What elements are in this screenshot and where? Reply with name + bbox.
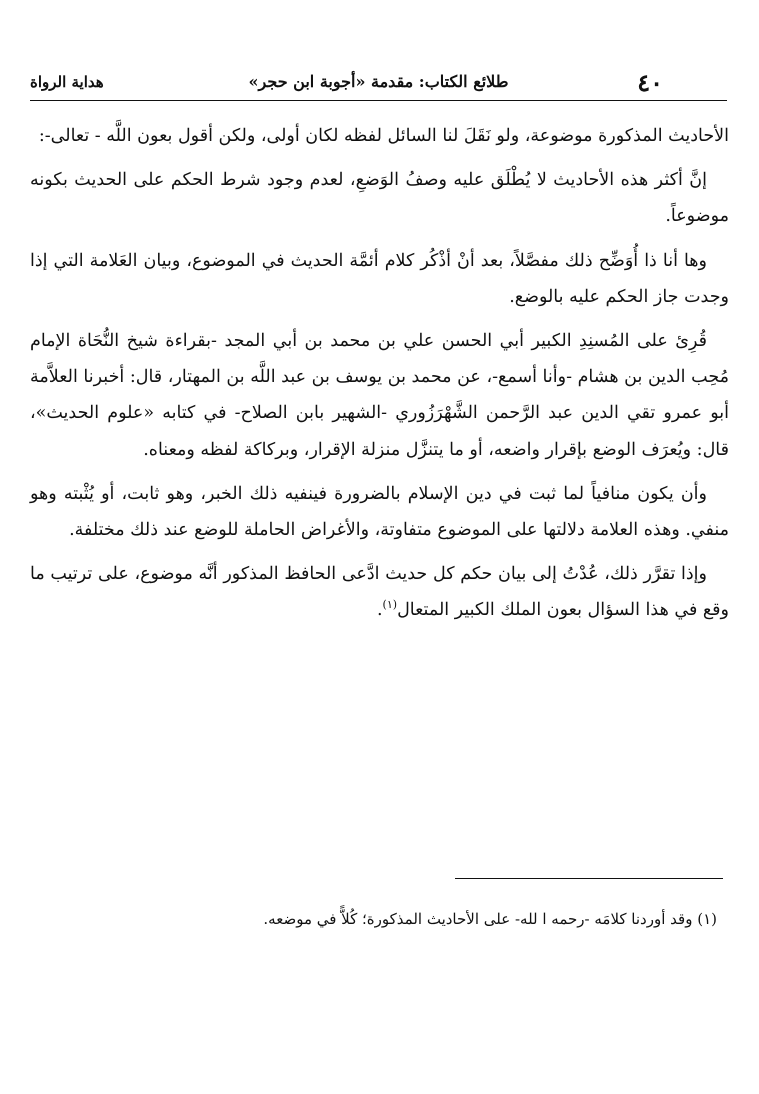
book-title: هداية الرواة [30, 73, 104, 91]
paragraph-2: إنَّ أكثر هذه الأحاديث لا يُطْلَق عليه وصفُ الوَضعِ، لعدم وجود شرط الحكم على الحديث بكونه موضوعاً. [30, 170, 729, 227]
footnote: (١) وقد أوردنا كلامَه -رحمه ا لله- على الأحاديث المذكورة؛ كُلاًّ في موضعه. [263, 910, 717, 928]
paragraph-6 [30, 556, 729, 628]
paragraph-5: وأن يكون منافياً لما ثبت في دين الإسلام بالضرورة فينفيه ذلك الخبر، وهو ثابت، أو يُثْبته وهو منفي. وهذه العلامة دلالتها على الموضوع متفاوتة، والأغراض الحاملة للوضع عند ذلك مختلفة. [30, 483, 729, 541]
main-text [30, 118, 729, 637]
page-number: ٤٠ [637, 68, 663, 97]
footnote-reference[interactable]: (١) [382, 598, 398, 612]
paragraph-4: قُرِئ على المُسنِدِ الكبير أبي الحسن علي بن محمد بن أبي المجد -بقراءة شيخ النُّحَاة الإمام مُحِب الدين بن هشام -وأنا أسمع-، عن محمد بن يوسف بن عبد اللَّه بن المهتار، قال: أخبرنا العلاَّمة أبو عمرو تقي الدين عبد الرَّحمن الشَّهْرَزُوري -الشهير بابن الصلاح- في كتابه «علوم الحديث»، قال: ويُعرَف الوضع بإقرار واضعه، أو ما يتنزَّل منزلة الإقرار، وبركاكة لفظه ومعناه. [30, 331, 729, 460]
paragraph-6-text: وإذا تقرَّر ذلك، عُدْتُ إلى بيان حكم كل حديث ادَّعى الحافظ المذكور أنَّه موضوع، على ترتيب ما وقع في هذا السؤال بعون الملك الكبير المتعال [30, 564, 729, 621]
paragraph-6-end: . [376, 600, 383, 621]
running-title: طلائع الكتاب: مقدمة «أجوبة ابن حجر» [248, 72, 509, 91]
paragraph-1: الأحاديث المذكورة موضوعة، ولو نَقَلَ لنا السائل لفظه لكان أولى، ولكن أقول بعون اللَّه - تعالى-: [38, 126, 729, 146]
footnote-divider [455, 878, 723, 879]
page-header [30, 64, 727, 101]
paragraph-3: وها أنا ذا أُوَضِّح ذلك مفصَّلاً، بعد أنْ أذْكُر كلام أئمَّة الحديث في الموضوع، وبيان العَلامة التي إذا وجدت جاز الحكم عليه بالوضع. [30, 250, 729, 307]
